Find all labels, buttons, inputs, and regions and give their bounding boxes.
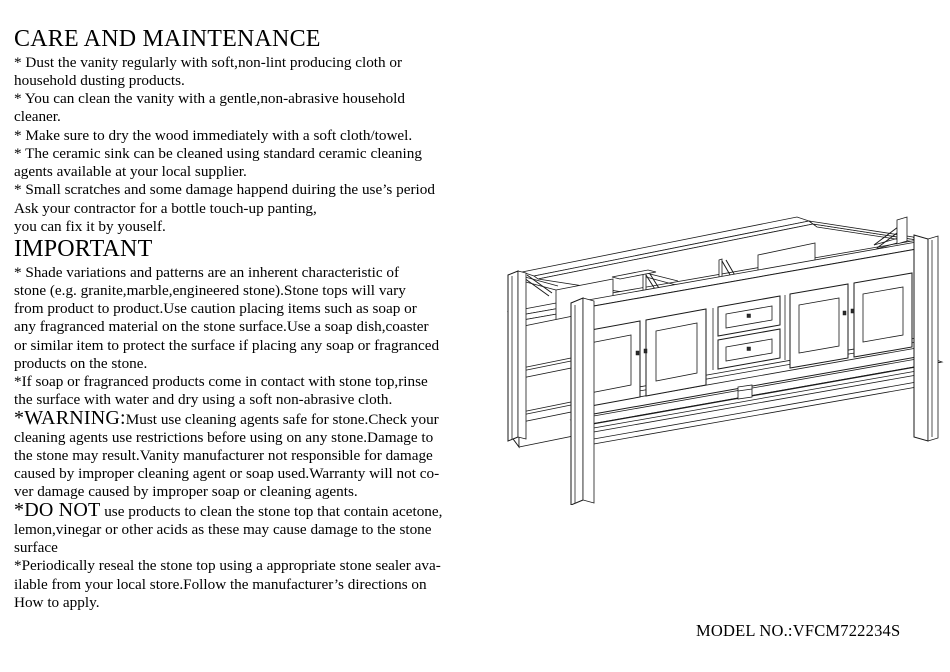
care-line-10: you can fix it by youself. bbox=[14, 217, 166, 235]
paragraph-shade-variations bbox=[14, 264, 484, 373]
care-line-6: * The ceramic sink can be cleaned using standard ceramic cleaning bbox=[14, 144, 422, 162]
shade-line-5: or similar item to protect the surface if placing any soap or fragranced bbox=[14, 336, 440, 354]
vanity-cabinet-illustration bbox=[470, 215, 950, 505]
care-line-3: * You can clean the vanity with a gentle,non-abrasive household bbox=[14, 90, 405, 108]
warning-label: *WARNING: bbox=[14, 407, 126, 430]
model-number-label: MODEL NO.:VFCM722234S bbox=[696, 621, 901, 640]
paragraph-soap-contact bbox=[14, 373, 484, 409]
do-not-label: *DO NOT bbox=[14, 499, 101, 522]
care-line-9: Ask your contractor for a bottle touch-up panting, bbox=[14, 199, 317, 217]
section-important bbox=[14, 236, 484, 612]
front-right-door bbox=[854, 273, 912, 357]
front-left-inner-door bbox=[646, 309, 706, 396]
warning-first-line bbox=[14, 409, 484, 429]
reseal-line-2: ilable from your local store.Follow the manufacturer’s directions on bbox=[14, 575, 427, 593]
reseal-line-1: *Periodically reseal the stone top using a appropriate stone sealer ava- bbox=[14, 557, 441, 575]
front-right-inner-door bbox=[790, 284, 848, 368]
shade-line-2: stone (e.g. granite,marble,engineered stone).Stone tops will vary bbox=[14, 281, 406, 299]
do-not-first-line-rest: use products to clean the stone top that contain acetone, bbox=[100, 503, 443, 521]
shade-line-6: products on the stone. bbox=[14, 354, 148, 372]
care-line-4: cleaner. bbox=[14, 108, 61, 126]
warning-line-2: cleaning agents use restrictions before using on any stone.Damage to bbox=[14, 429, 434, 447]
soap-line-2: the surface with water and dry using a soft non-abrasive cloth. bbox=[14, 391, 393, 409]
care-line-7: agents available at your local supplier. bbox=[14, 163, 247, 181]
paragraph-do-not bbox=[14, 501, 484, 557]
soap-line-1: *If soap or fragranced products come in contact with stone top,rinse bbox=[14, 373, 428, 390]
warning-line-3: the stone may result.Vanity manufacturer not responsible for damage bbox=[14, 447, 433, 465]
shelf-center-bracket bbox=[738, 385, 752, 399]
front-left-leg bbox=[571, 298, 594, 505]
paragraph-reseal bbox=[14, 557, 484, 612]
front-right-leg bbox=[914, 235, 938, 441]
rear-right-leg bbox=[897, 217, 907, 244]
warning-line-5: ver damage caused by improper soap or cleaning agents. bbox=[14, 483, 358, 501]
shade-line-3: from product to product.Use caution placing items such as soap or bbox=[14, 300, 417, 318]
warning-line-4: caused by improper cleaning agent or soap used.Warranty will not co- bbox=[14, 465, 440, 483]
do-not-line-2: lemon,vinegar or other acids as these may cause damage to the stone bbox=[14, 521, 432, 539]
care-line-2: household dusting products. bbox=[14, 72, 185, 90]
paragraph-warning bbox=[14, 409, 484, 501]
important-section-heading: IMPORTANT bbox=[14, 235, 153, 262]
shade-line-1: * Shade variations and patterns are an inherent characteristic of bbox=[14, 263, 400, 281]
care-line-5: * Make sure to dry the wood immediately with a soft cloth/towel. bbox=[14, 126, 413, 144]
door-knob-left bbox=[636, 351, 639, 355]
drawer-knob-lower bbox=[747, 347, 751, 351]
care-line-1: * Dust the vanity regularly with soft,non-lint producing cloth or bbox=[14, 53, 403, 71]
door-knob-right bbox=[851, 309, 854, 313]
drawer-knob-upper bbox=[747, 314, 751, 318]
door-knob-right-inner bbox=[843, 311, 846, 315]
rear-left-leg bbox=[508, 271, 526, 441]
care-section-heading: CARE AND MAINTENANCE bbox=[14, 26, 321, 52]
do-not-first-line bbox=[14, 501, 484, 521]
do-not-line-3: surface bbox=[14, 539, 58, 557]
section-care-and-maintenance bbox=[14, 26, 484, 236]
door-knob-left-inner bbox=[644, 349, 647, 353]
shade-line-4: any fragranced material on the stone surface.Use a soap dish,coaster bbox=[14, 318, 429, 336]
warning-first-line-rest: Must use cleaning agents safe for stone.Check your bbox=[125, 411, 439, 429]
reseal-line-3: How to apply. bbox=[14, 593, 100, 611]
care-line-8: * Small scratches and some damage happend duiring the use’s period bbox=[14, 181, 435, 199]
instruction-text-column bbox=[14, 26, 484, 612]
